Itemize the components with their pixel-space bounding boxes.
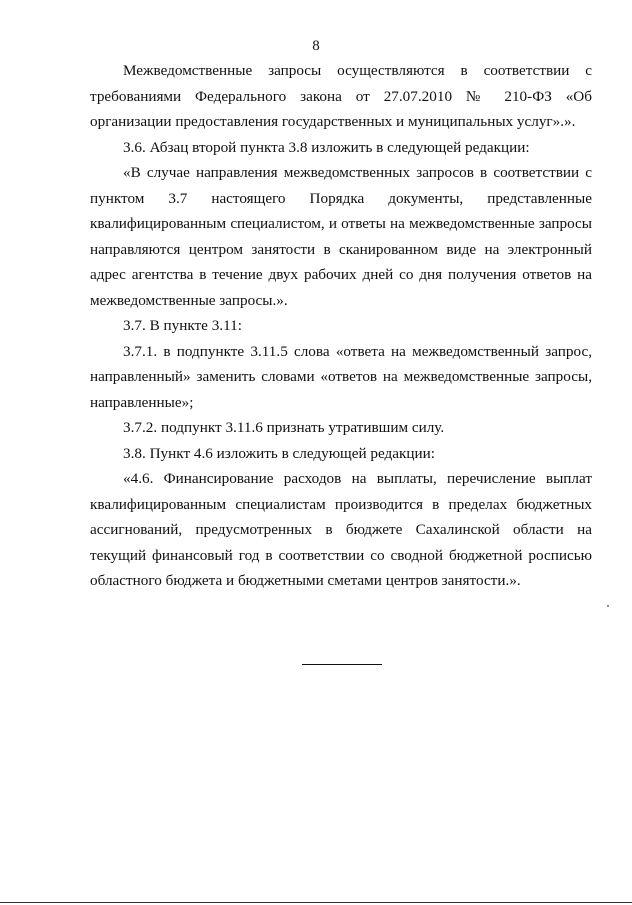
paragraph-interagency-requests: Межведомственные запросы осуществляются в соответствии с требованиями Федерального закона от 27.07.2010 № 210-ФЗ «Об организации предоставления государственных и муниципальных услуг».».: [90, 62, 592, 130]
scan-speck: [607, 605, 609, 607]
paragraph-3-8: 3.8. Пункт 4.6 изложить в следующей редакции:: [123, 444, 436, 462]
page-number: 8: [312, 38, 320, 54]
paragraph-3-6: 3.6. Абзац второй пункта 3.8 изложить в следующей редакции:: [123, 138, 530, 156]
paragraph-3-7-2: 3.7.2. подпункт 3.11.6 признать утратившим силу.: [123, 419, 445, 436]
closing-separator-line: [302, 664, 382, 665]
page-bottom-edge: [0, 902, 632, 903]
paragraph-4-6-new-text: «4.6. Финансирование расходов на выплаты, перечисление выплат квалифицированным специалистам производится в пределах бюджетных ассигнований, предусмотренных в бюджете Сахалинской области на текущий финансовый год в соответствии со сводной бюджетной росписью областного бюджета и бюджетными сметами центров занятости.».: [90, 470, 592, 589]
paragraph-3-7: 3.7. В пункте 3.11:: [123, 317, 242, 334]
paragraph-3-8-new-text: «В случае направления межведомственных запросов в соответствии с пунктом 3.7 настоящего Порядка документы, представленные квалифицированным специалистом, и ответы на межведомственные запросы направляются центром занятости в сканированном виде на электронный адрес агентства в течение двух рабочих дней со дня получения ответов на межведомственные запросы.».: [90, 164, 592, 309]
document-body: [90, 58, 592, 594]
paragraph-3-7-1: 3.7.1. в подпункте 3.11.5 слова «ответа на межведомственный запрос, направленный» заменить словами «ответов на межведомственные запросы, направленные»;: [90, 342, 592, 411]
